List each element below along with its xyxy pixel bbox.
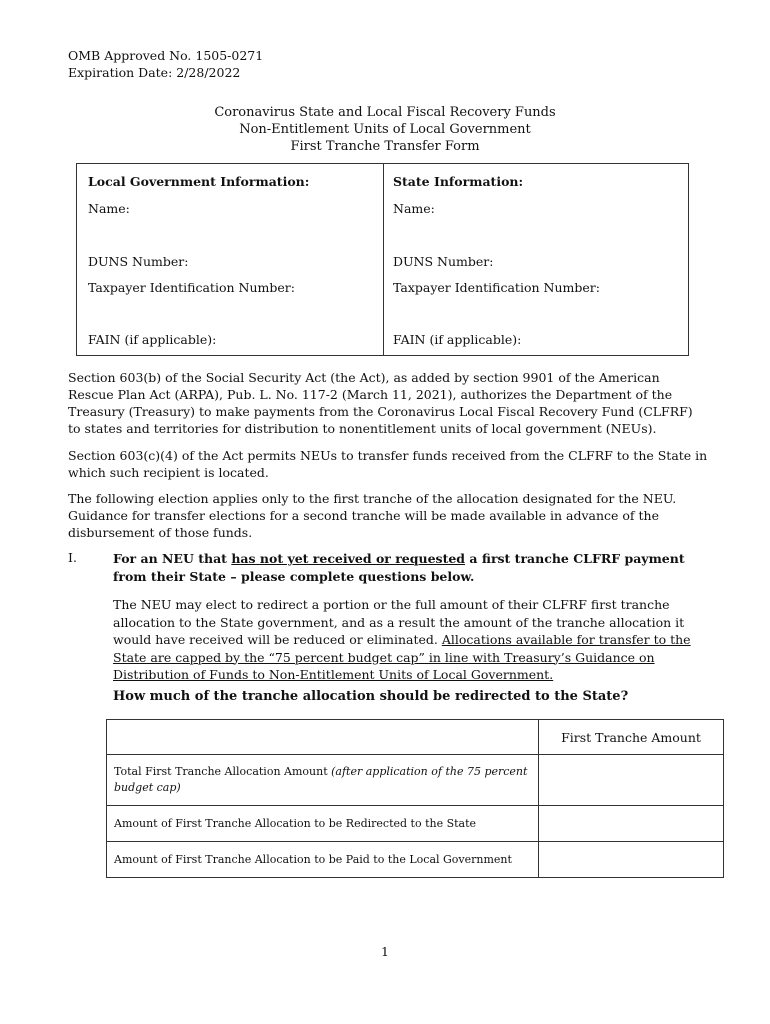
body-underlined-guidance: Allocations available for transfer to the State are capped by the “75 percent budget cap” in line with Treasury’s Guidance on Distribution of Funds to Non-Entitlement Units of Local Government. bbox=[113, 632, 691, 682]
expiration-date: Expiration Date: 2/28/2022 bbox=[68, 65, 241, 80]
paragraph-election-scope: The following election applies only to the first tranche of the allocation designated for the NEU. Guidance for transfer elections for a second tranche will be made available in advance of the disbursement of those funds. bbox=[68, 491, 677, 540]
omb-header bbox=[68, 47, 263, 81]
local-fain-field[interactable]: FAIN (if applicable): bbox=[88, 332, 217, 347]
section-number: I. bbox=[68, 550, 77, 565]
redirected-amount-input[interactable] bbox=[539, 806, 724, 842]
paragraph-transfer-permission: Section 603(c)(4) of the Act permits NEUs to transfer funds received from the CLFRF to the State in which such recipient is located. bbox=[68, 448, 708, 480]
row1-label: Total First Tranche Allocation Amount bbox=[114, 765, 332, 778]
allocation-table bbox=[106, 719, 724, 878]
local-name-field[interactable]: Name: bbox=[88, 201, 130, 216]
total-allocation-amount-input[interactable] bbox=[539, 755, 724, 806]
state-name-field[interactable]: Name: bbox=[393, 201, 435, 216]
first-tranche-amount-header: First Tranche Amount bbox=[539, 720, 724, 755]
redirected-amount-label: Amount of First Tranche Allocation to be Redirected to the State bbox=[107, 806, 539, 842]
state-tin-field[interactable]: Taxpayer Identification Number: bbox=[393, 280, 600, 295]
redirect-question: How much of the tranche allocation should be redirected to the State? bbox=[113, 689, 629, 704]
form-title bbox=[0, 104, 770, 155]
omb-number: OMB Approved No. 1505-0271 bbox=[68, 48, 264, 63]
heading-post: a first tranche CLFRF payment from their State – please complete questions below. bbox=[113, 551, 685, 584]
local-heading: Local Government Information: bbox=[88, 174, 310, 189]
state-fain-field[interactable]: FAIN (if applicable): bbox=[393, 332, 522, 347]
state-heading: State Information: bbox=[393, 174, 524, 189]
state-duns-field[interactable]: DUNS Number: bbox=[393, 254, 494, 269]
table-header-row bbox=[107, 720, 724, 755]
page-number: 1 bbox=[381, 944, 389, 959]
paid-to-local-amount-input[interactable] bbox=[539, 842, 724, 878]
title-line-2: Non-Entitlement Units of Local Government bbox=[239, 122, 531, 137]
body-plain: The NEU may elect to redirect a portion or the full amount of their CLFRF first tranche allocation to the State government, and as a result the amount of the tranche allocation it would have received will be reduced or eliminated. bbox=[113, 597, 685, 647]
total-allocation-label bbox=[107, 755, 539, 806]
heading-pre: For an NEU that bbox=[113, 551, 232, 566]
local-duns-field[interactable]: DUNS Number: bbox=[88, 254, 189, 269]
information-table bbox=[76, 163, 689, 356]
title-line-3: First Tranche Transfer Form bbox=[290, 139, 480, 154]
section-body bbox=[113, 596, 703, 684]
paid-to-local-label: Amount of First Tranche Allocation to be Paid to the Local Government bbox=[107, 842, 539, 878]
local-tin-field[interactable]: Taxpayer Identification Number: bbox=[88, 280, 295, 295]
heading-underlined: has not yet received or requested bbox=[231, 551, 466, 566]
table-row bbox=[107, 806, 724, 842]
row1-italic-note: (after application of the 75 percent budget cap) bbox=[114, 765, 528, 794]
local-government-column bbox=[77, 164, 384, 355]
state-column bbox=[384, 164, 688, 355]
header-blank-cell bbox=[107, 720, 539, 755]
section-heading bbox=[113, 550, 713, 586]
paragraph-authorization: Section 603(b) of the Social Security Act (the Act), as added by section 9901 of the American Rescue Plan Act (ARPA), Pub. L. No. 117-2 (March 11, 2021), authorizes the Department of the Treasury (Treasury) to make payments from the Coronavirus Local Fiscal Recovery Fund (CLFRF) to states and territories for distribution to nonentitlement units of local government (NEUs). bbox=[68, 370, 693, 436]
table-row bbox=[107, 842, 724, 878]
title-line-1: Coronavirus State and Local Fiscal Recovery Funds bbox=[214, 105, 556, 120]
table-row bbox=[107, 755, 724, 806]
